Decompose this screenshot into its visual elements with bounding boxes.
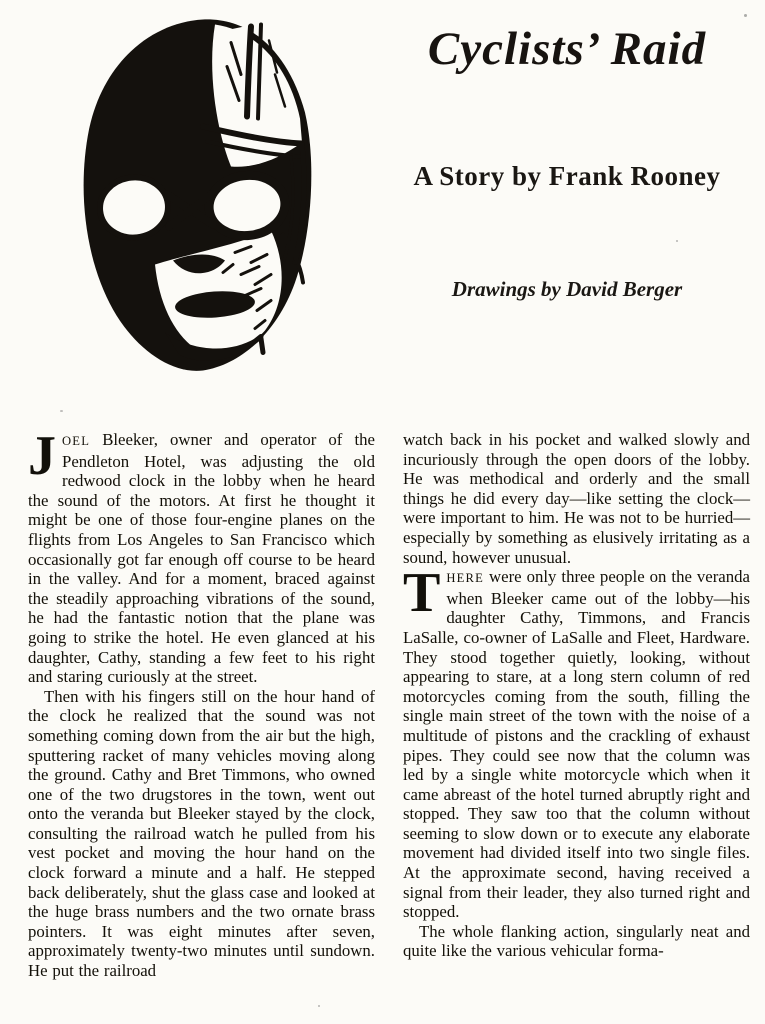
dropcap-j: J: [28, 425, 56, 487]
left-column: [28, 425, 375, 981]
illustrator-credit: Drawings by David Berger: [451, 277, 683, 301]
paragraph-left-2: Then with his fingers still on the hour hand of the clock he realized that the sound was not something coming down from the air but the high, sputtering racket of many vehicles moving along the ground. Cathy and Bret Timmons, who owned one of the two drugstores in the town, went out onto the veranda but Bleeker stayed by the clock, consulting the railroad watch he pulled from his vest pocket and moving the hour hand on the clock forward a minute and a half. He stepped back deliberately, shut the glass case and looked at the huge brass numbers and the two ornate brass pointers. It was eight minutes after seven, approximately twenty-two minutes until sundown. He put the railroad: [28, 686, 375, 981]
dropcap-t: T: [403, 562, 441, 625]
story-columns: [28, 425, 750, 981]
paragraph-right-2: [403, 562, 750, 922]
helmet-goggles-illustration: [55, 14, 355, 380]
paper-speck: [744, 14, 747, 17]
helmet-portrait-svg: [55, 14, 355, 380]
leadin-smallcaps: OEL: [62, 434, 91, 448]
paper-speck: [676, 240, 678, 242]
helmet-crown-strap: [247, 27, 251, 117]
leadin-smallcaps: HERE: [446, 571, 485, 586]
paragraph-text: Bleeker, owner and operator of the Pendleton Hotel, was adjusting the old redwood clock in the lobby when he heard the sound of the motors. At first he thought it might be one of those four-engine planes on the flights from Los Angeles to San Francisco which occasionally got far enough off course to be heard in the valley. And for a moment, braced against the steadily approaching vibrations of the sound, he had the fantastic notion that the plane was going to strike the hotel. He even glanced at his daughter, Cathy, standing a few feet to his right and staring curiously at the street.: [28, 430, 375, 687]
paragraph-text: were only three people on the veranda when Bleeker came out of the lobby—his daughter Cathy, Timmons, and Francis LaSalle, co-owner of LaSalle and Fleet, Hardware. They stood together quietly, looking, without appearing to stare, at a long stern column of red motorcycles coming from the south, filling the single main street of the town with the noise of a multitude of pistons and the crackling of exhaust pipes. They could see now that the column was led by a single white motorcycle which when it came abreast of the hotel turned abruptly right and stopped. They saw too that the column without seeming to slow down or to execute any elaborate movement had divided itself into two single files. At the approximate second, having received a signal from their leader, they also turned right and stopped.: [403, 567, 750, 922]
right-column: [403, 430, 750, 981]
paper-speck: [318, 1005, 320, 1007]
paper-speck: [60, 410, 63, 412]
story-title: Cyclists’ Raid: [427, 23, 707, 75]
paragraph-right-3: The whole flanking action, singularly neat and quite like the various vehicular forma-: [403, 921, 750, 961]
goggle-right-lens: [206, 171, 289, 240]
ink-mark: [261, 339, 263, 353]
byline: A Story by Frank Rooney: [413, 161, 721, 191]
paragraph-left-1: [28, 425, 375, 687]
paragraph-right-1: watch back in his pocket and walked slowly and incuriously through the open doors of the lobby. He was methodical and orderly and the small things he did every day—like setting the clock—were important to him. He was not to be hurried—especially by something as elusively irritating as a sound, however unusual.: [403, 430, 750, 567]
